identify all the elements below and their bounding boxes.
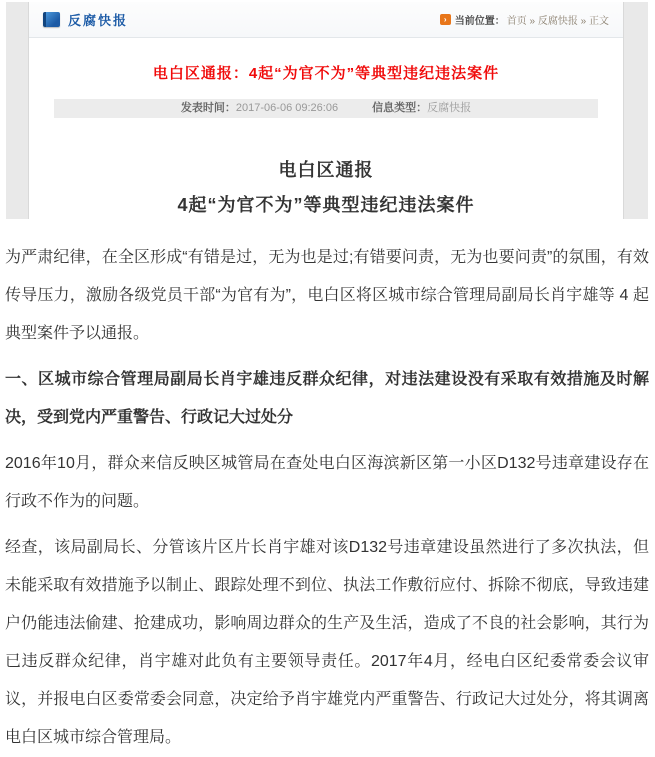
article-red-title: 电白区通报：4起“为官不为”等典型违纪违法案件: [152, 65, 500, 82]
info-type-value: 反腐快报: [427, 102, 472, 114]
breadcrumb-label: 当前位置：: [454, 16, 505, 27]
location-icon: ›: [440, 14, 451, 25]
info-type-label: 信息类型：: [372, 102, 428, 114]
book-icon: [43, 12, 60, 27]
embedded-notice-image: [0, 0, 655, 219]
publish-time-label: 发表时间：: [180, 102, 236, 114]
article-body: [0, 219, 655, 757]
section-heading-1: 一、区城市综合管理局副局长肖宇雄违反群众纪律，对违法建设没有采取有效措施及时解决，受到党内严重警告、行政记大过处分: [5, 371, 649, 426]
site-section-title: 反腐快报: [68, 13, 129, 28]
paragraph-case-report: 2016年10月，群众来信反映区城管局在查处电白区海滨新区第一小区D132号违章建设存在行政不作为的问题。: [5, 455, 649, 510]
page-background-strip-left: [6, 2, 28, 219]
breadcrumb-links[interactable]: 首页 » 反腐快报 » 正文: [506, 16, 609, 27]
paragraph-case-detail: 经查，该局副局长、分管该片区片长肖宇雄对该D132号违章建设虽然进行了多次执法，但未能采取有效措施予以制止、跟踪处理不到位、执法工作敷衍应付、拆除不彻底，导致违建户仍能违法偷建、抢建成功，影响周边群众的生产及生活，造成了不良的社会影响，其行为已违反群众纪律，肖宇雄对此负有主要领导责任。2017年4月，经电白区纪委常委会议审议，并报电白区委常委会同意，决定给予肖宇雄党内严重警告、行政记大过处分，将其调离电白区城市综合管理局。: [5, 539, 649, 746]
document-title-line1: 电白区通报: [278, 160, 374, 180]
page-background-strip-right: [624, 2, 648, 219]
document-title-line2: 4起“为官不为”等典型违纪违法案件: [177, 195, 475, 215]
publish-time-value: 2017-06-06 09:26:06: [235, 102, 339, 114]
breadcrumb: [440, 12, 609, 27]
paragraph-intro: 为严肃纪律，在全区形成“有错是过，无为也是过;有错要问责，无为也要问责”的氛围，有效传导压力，激励各级党员干部“为官有为”，电白区将区城市综合管理局副局长肖宇雄等 4 起典型案件予以通报。: [5, 249, 649, 342]
meta-bar: [54, 99, 598, 118]
panel-header: [29, 2, 623, 38]
notice-panel: [28, 2, 624, 219]
